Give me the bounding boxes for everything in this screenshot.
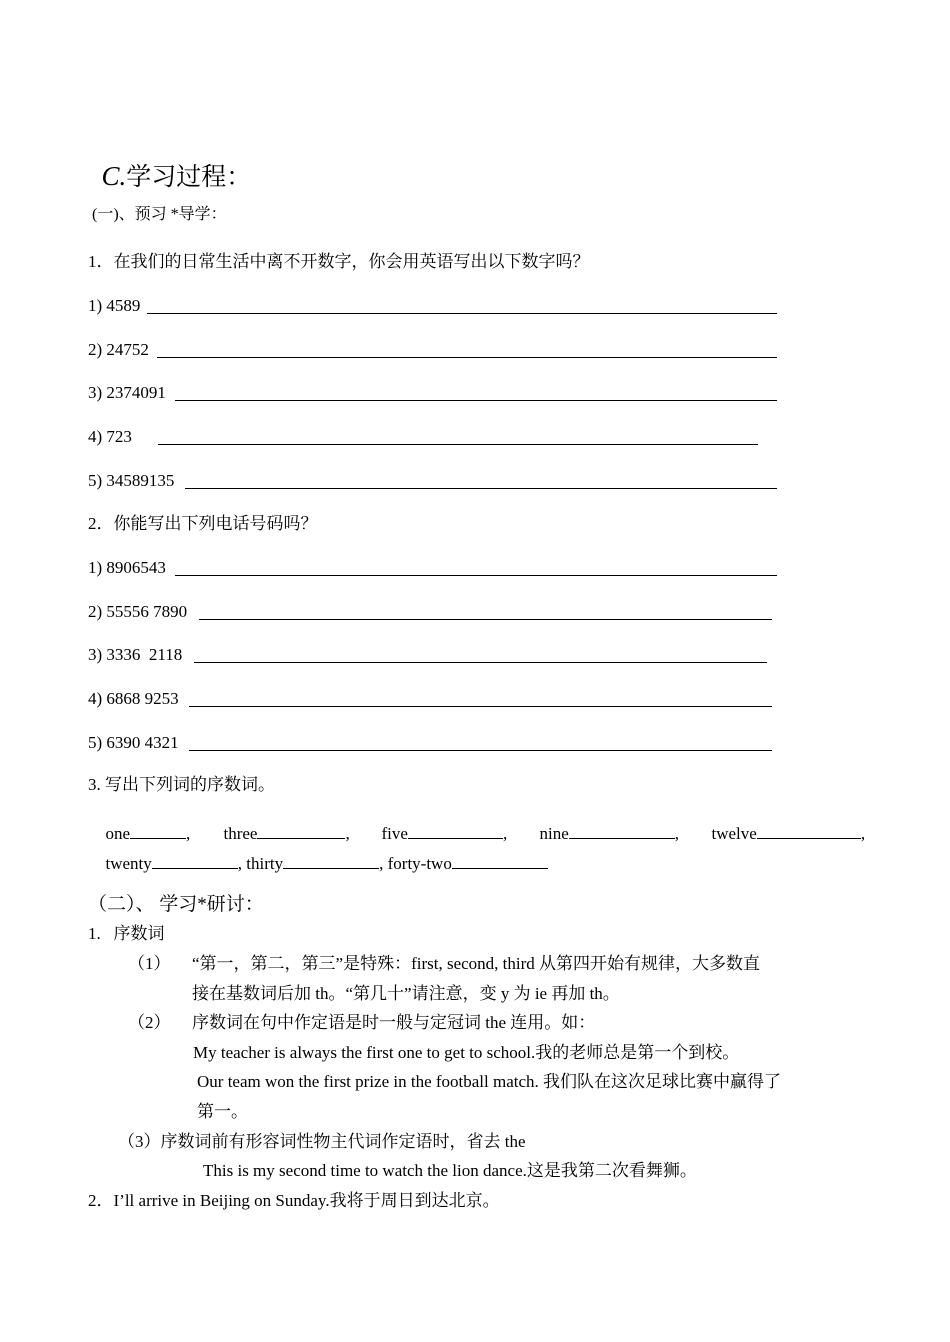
answer-blank[interactable] [152,854,238,869]
q2-item: 4) 6868 9253 [88,689,179,708]
q1-item: 2) 24752 [88,340,149,359]
part1-title: (一)、预习 *导学： [92,206,227,223]
q2-item: 2) 55556 7890 [88,602,188,621]
answer-blank[interactable] [185,488,777,489]
ordinal-item: three , [223,824,350,843]
answer-blank[interactable] [283,854,379,869]
q1-item: 4) 723 [88,427,132,446]
answer-blank[interactable] [147,313,777,314]
point-1-number: （1） [128,954,171,973]
answer-blank[interactable] [175,575,777,576]
answer-blank[interactable] [157,357,777,358]
section-heading [88,136,251,190]
answer-blank[interactable] [175,400,777,401]
ordinal-row-1: one , [105,824,191,843]
part2-title: （二）、 学习*研讨： [88,894,264,915]
q2-prompt: 2．你能写出下列电话号码吗？ [88,514,318,533]
ordinal-item: nine , [539,824,680,843]
point-2-line: 序数词在句中作定语是时一般与定冠词 the 连用。如： [192,1013,596,1032]
q1-item: 1) 4589 [88,296,141,315]
point-1-line-1: “第一，第二，第三”是特殊：first, second, third 从第四开始有规律，大多数直 [192,954,761,973]
example-2-line-2: 第一。 [197,1102,248,1121]
ordinal-item: five , [381,824,508,843]
point-3: （3）序数词前有形容词性物主代词作定语时，省去 the [118,1132,526,1151]
answer-blank[interactable] [199,619,772,620]
ordinal-section-title: 1. 序数词 [88,924,165,943]
answer-blank[interactable] [452,854,548,869]
q1-item: 5) 34589135 [88,471,175,490]
q2-item: 1) 8906543 [88,558,166,577]
q1-item: 3) 2374091 [88,383,166,402]
answer-blank[interactable] [194,662,767,663]
answer-blank[interactable] [189,750,772,751]
q2-item: 5) 6390 4321 [88,733,179,752]
point-2-number: （2） [128,1013,171,1032]
answer-blank[interactable] [757,824,861,839]
answer-blank[interactable] [189,706,772,707]
ordinal-row-2: twenty , thirty , forty-two [97,837,548,872]
ordinal-item: twelve , [711,824,866,843]
answer-blank[interactable] [158,444,758,445]
heading-letter: C. [101,161,127,191]
point-1-line-2: 接在基数词后加 th。“第几十”请注意，变 y 为 ie 再加 th。 [192,984,620,1003]
heading-text: 学习过程： [126,162,252,191]
example-2-line-1: Our team won the first prize in the football match. 我们队在这次足球比赛中赢得了 [197,1072,782,1091]
section-2-sentence: 2．I’ll arrive in Beijing on Sunday.我将于周日到达北京。 [88,1191,500,1210]
q1-prompt: 1．在我们的日常生活中离不开数字，你会用英语写出以下数字吗？ [88,252,590,271]
q3-prompt: 3. 写出下列词的序数词。 [88,775,275,794]
answer-blank[interactable] [569,824,675,839]
example-3: This is my second time to watch the lion dance.这是我第二次看舞狮。 [203,1161,697,1180]
q2-item: 3) 3336 2118 [88,645,183,664]
example-1: My teacher is always the first one to get to school.我的老师总是第一个到校。 [193,1043,740,1062]
